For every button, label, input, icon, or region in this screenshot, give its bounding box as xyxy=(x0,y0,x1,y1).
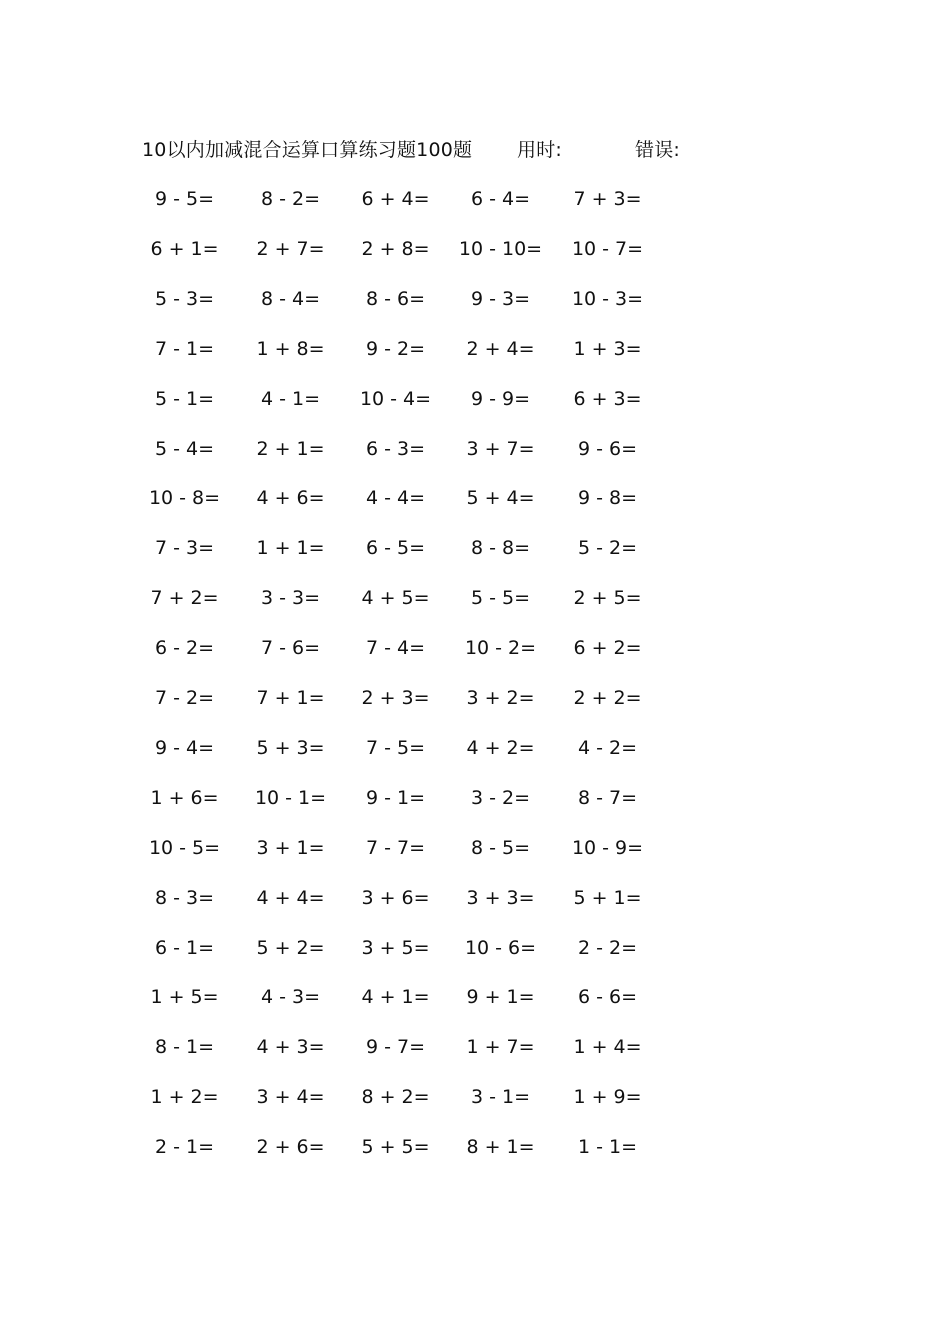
arithmetic-problem: 3 + 3= xyxy=(466,887,535,909)
arithmetic-problem: 2 - 2= xyxy=(577,937,638,959)
arithmetic-problem: 6 - 6= xyxy=(577,986,638,1008)
arithmetic-problem: 3 + 1= xyxy=(256,837,325,859)
arithmetic-problem: 5 + 5= xyxy=(361,1136,430,1158)
arithmetic-problem: 5 + 4= xyxy=(466,487,535,509)
arithmetic-problem: 3 - 3= xyxy=(260,587,321,609)
arithmetic-problem: 7 - 4= xyxy=(365,637,426,659)
arithmetic-problem: 1 + 1= xyxy=(256,537,325,559)
arithmetic-problem: 6 + 2= xyxy=(573,637,642,659)
arithmetic-problem: 4 + 4= xyxy=(256,887,325,909)
arithmetic-problem: 6 - 2= xyxy=(154,637,215,659)
arithmetic-problem: 3 + 7= xyxy=(466,438,535,460)
arithmetic-problem: 10 - 3= xyxy=(571,288,644,310)
arithmetic-problem: 10 - 8= xyxy=(148,487,221,509)
arithmetic-problem: 7 - 6= xyxy=(260,637,321,659)
arithmetic-problem: 3 + 2= xyxy=(466,687,535,709)
arithmetic-problem: 2 + 5= xyxy=(573,587,642,609)
arithmetic-problem: 9 - 1= xyxy=(365,787,426,809)
arithmetic-problem: 10 - 1= xyxy=(254,787,327,809)
arithmetic-problem: 5 + 2= xyxy=(256,937,325,959)
arithmetic-problem: 6 - 5= xyxy=(365,537,426,559)
arithmetic-problem: 1 - 1= xyxy=(577,1136,638,1158)
arithmetic-problem: 4 - 4= xyxy=(365,487,426,509)
arithmetic-problem: 2 + 3= xyxy=(361,687,430,709)
arithmetic-problem: 8 - 3= xyxy=(154,887,215,909)
arithmetic-problem: 7 - 3= xyxy=(154,537,215,559)
arithmetic-problem: 1 + 3= xyxy=(573,338,642,360)
arithmetic-problem: 10 - 5= xyxy=(148,837,221,859)
arithmetic-problem: 1 + 2= xyxy=(150,1086,219,1108)
arithmetic-problem: 6 - 3= xyxy=(365,438,426,460)
arithmetic-problem: 7 + 2= xyxy=(150,587,219,609)
arithmetic-problem: 5 - 3= xyxy=(154,288,215,310)
arithmetic-problem: 8 - 4= xyxy=(260,288,321,310)
arithmetic-problem: 5 - 1= xyxy=(154,388,215,410)
arithmetic-problem: 1 + 9= xyxy=(573,1086,642,1108)
arithmetic-problem: 6 + 1= xyxy=(150,238,219,260)
arithmetic-problem: 6 + 3= xyxy=(573,388,642,410)
arithmetic-problem: 2 - 1= xyxy=(154,1136,215,1158)
arithmetic-problem: 7 - 5= xyxy=(365,737,426,759)
arithmetic-problem: 9 - 4= xyxy=(154,737,215,759)
arithmetic-problem: 5 - 4= xyxy=(154,438,215,460)
arithmetic-problem: 2 + 4= xyxy=(466,338,535,360)
arithmetic-problem: 7 + 3= xyxy=(573,188,642,210)
arithmetic-problem: 1 + 8= xyxy=(256,338,325,360)
arithmetic-problem: 4 - 1= xyxy=(260,388,321,410)
arithmetic-problem: 9 - 2= xyxy=(365,338,426,360)
time-used-label: 用时: xyxy=(517,139,563,161)
arithmetic-problem: 8 - 7= xyxy=(577,787,638,809)
arithmetic-problem: 10 - 7= xyxy=(571,238,644,260)
arithmetic-problem: 8 - 1= xyxy=(154,1036,215,1058)
arithmetic-problem: 6 + 4= xyxy=(361,188,430,210)
errors-label: 错误: xyxy=(635,139,681,161)
arithmetic-problem: 7 - 7= xyxy=(365,837,426,859)
arithmetic-problem: 10 - 9= xyxy=(571,837,644,859)
arithmetic-problem: 3 + 5= xyxy=(361,937,430,959)
arithmetic-problem: 4 + 6= xyxy=(256,487,325,509)
worksheet-title: 10以内加减混合运算口算练习题100题 xyxy=(142,139,473,161)
arithmetic-problem: 1 + 6= xyxy=(150,787,219,809)
arithmetic-problem: 8 - 8= xyxy=(470,537,531,559)
arithmetic-problem: 9 - 9= xyxy=(470,388,531,410)
arithmetic-problem: 9 - 6= xyxy=(577,438,638,460)
arithmetic-problem: 9 - 8= xyxy=(577,487,638,509)
arithmetic-problem: 4 - 3= xyxy=(260,986,321,1008)
arithmetic-problem: 9 + 1= xyxy=(466,986,535,1008)
arithmetic-problem: 4 + 1= xyxy=(361,986,430,1008)
arithmetic-problem: 2 + 1= xyxy=(256,438,325,460)
arithmetic-problem: 1 + 7= xyxy=(466,1036,535,1058)
arithmetic-problem: 5 - 5= xyxy=(470,587,531,609)
arithmetic-problem: 3 + 6= xyxy=(361,887,430,909)
arithmetic-problem: 8 - 2= xyxy=(260,188,321,210)
arithmetic-problem: 1 + 4= xyxy=(573,1036,642,1058)
arithmetic-problem: 7 + 1= xyxy=(256,687,325,709)
arithmetic-problem: 5 - 2= xyxy=(577,537,638,559)
arithmetic-problem: 9 - 3= xyxy=(470,288,531,310)
arithmetic-problem: 7 - 2= xyxy=(154,687,215,709)
arithmetic-problem: 2 + 7= xyxy=(256,238,325,260)
arithmetic-problem: 4 + 2= xyxy=(466,737,535,759)
arithmetic-problem: 2 + 6= xyxy=(256,1136,325,1158)
arithmetic-problem: 3 - 1= xyxy=(470,1086,531,1108)
arithmetic-problem: 8 - 6= xyxy=(365,288,426,310)
arithmetic-problem: 5 + 1= xyxy=(573,887,642,909)
arithmetic-problem: 8 + 2= xyxy=(361,1086,430,1108)
arithmetic-problem: 2 + 8= xyxy=(361,238,430,260)
arithmetic-problem: 7 - 1= xyxy=(154,338,215,360)
arithmetic-problem: 2 + 2= xyxy=(573,687,642,709)
arithmetic-problem: 4 + 5= xyxy=(361,587,430,609)
arithmetic-problem: 10 - 2= xyxy=(464,637,537,659)
arithmetic-problem: 9 - 7= xyxy=(365,1036,426,1058)
arithmetic-problem: 10 - 10= xyxy=(458,238,543,260)
arithmetic-problem: 5 + 3= xyxy=(256,737,325,759)
arithmetic-problem: 3 + 4= xyxy=(256,1086,325,1108)
arithmetic-problem: 8 - 5= xyxy=(470,837,531,859)
arithmetic-problem: 3 - 2= xyxy=(470,787,531,809)
arithmetic-problem: 8 + 1= xyxy=(466,1136,535,1158)
arithmetic-problem: 6 - 4= xyxy=(470,188,531,210)
arithmetic-problem: 10 - 4= xyxy=(359,388,432,410)
arithmetic-problem: 4 + 3= xyxy=(256,1036,325,1058)
arithmetic-problem: 1 + 5= xyxy=(150,986,219,1008)
arithmetic-problem: 10 - 6= xyxy=(464,937,537,959)
arithmetic-problem: 6 - 1= xyxy=(154,937,215,959)
arithmetic-problem: 4 - 2= xyxy=(577,737,638,759)
arithmetic-problem: 9 - 5= xyxy=(154,188,215,210)
